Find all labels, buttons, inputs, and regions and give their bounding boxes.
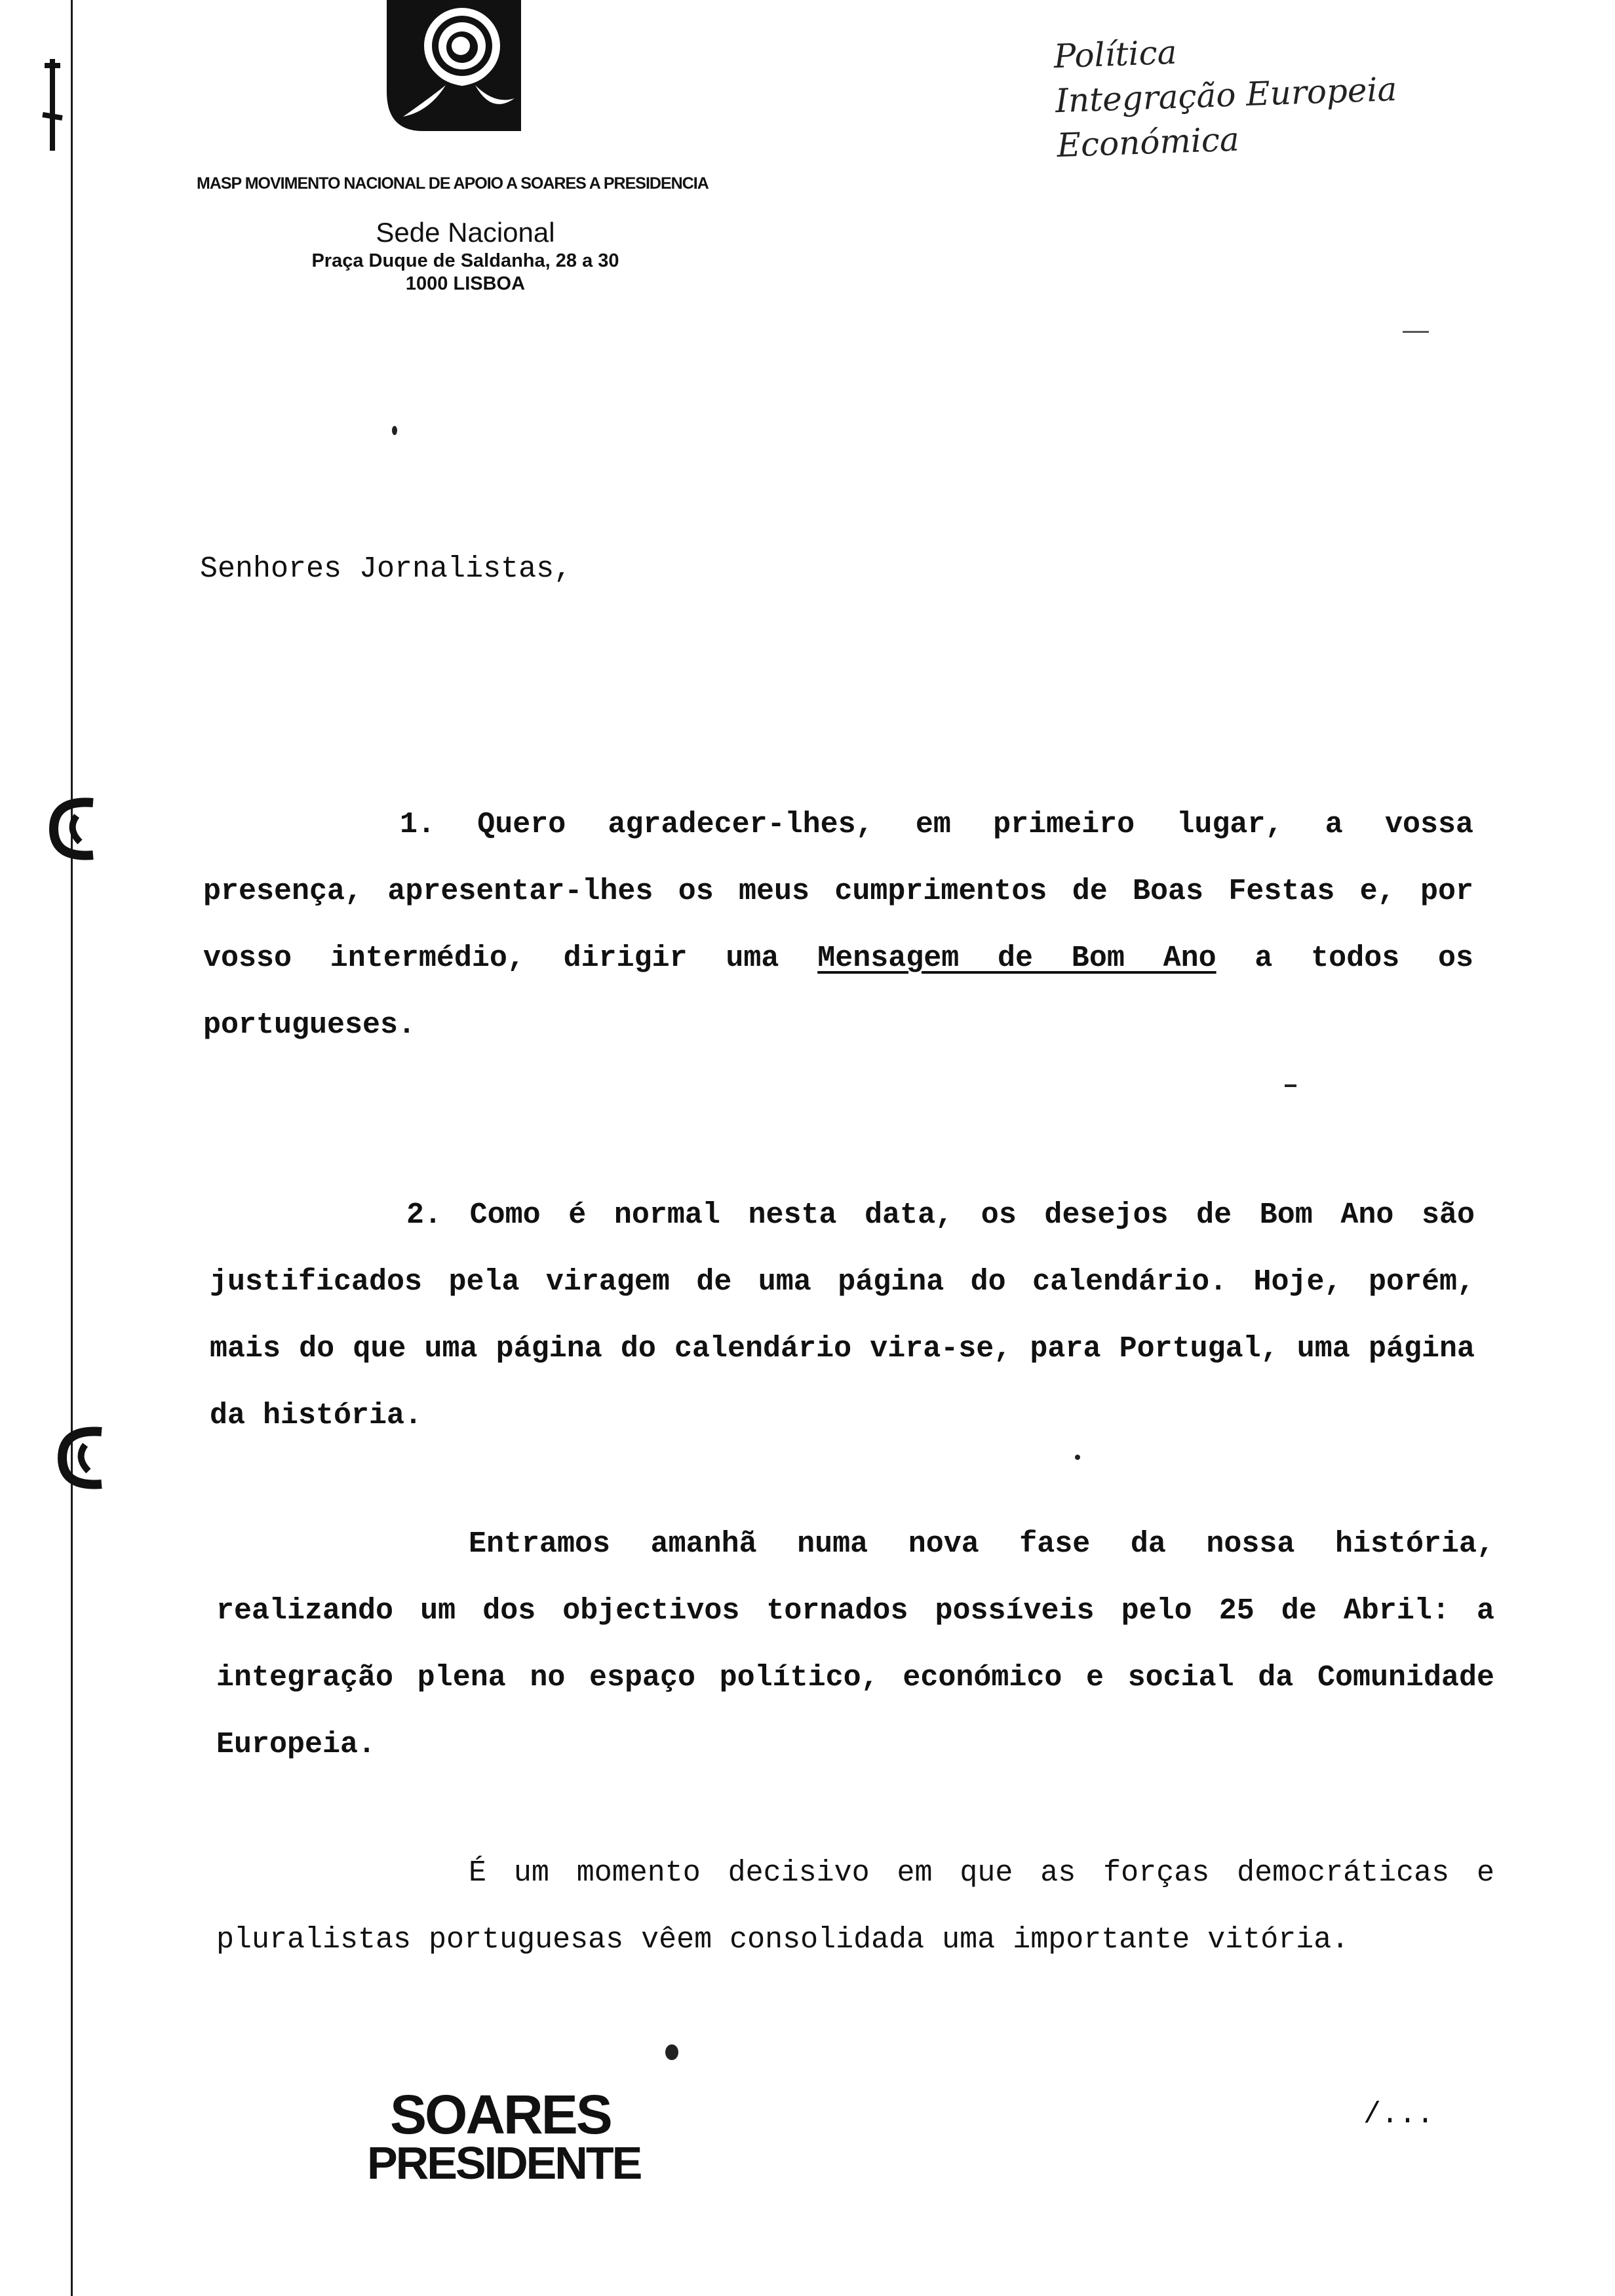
scan-speck bbox=[1285, 1084, 1296, 1087]
paragraph-4 bbox=[216, 1840, 1494, 1974]
message-title-underlined: Mensagem de Bom Ano bbox=[817, 942, 1216, 975]
logo-line-1: SOARES bbox=[390, 2084, 611, 2145]
sede-title: Sede Nacional bbox=[376, 217, 555, 248]
paragraph-3-text: Entramos amanhã numa nova fase da nossa história, realizando um dos objectivos tornados possíveis pelo 25 de Abril: a integração plena no espaço político, económico e social da Comunidade Europeia. bbox=[216, 1527, 1494, 1761]
soares-presidente-logo bbox=[367, 2084, 641, 2189]
logo-line-2: PRESIDENTE bbox=[367, 2137, 641, 2189]
binder-clip-mark-icon bbox=[49, 1422, 121, 1510]
organization-name: MASP MOVIMENTO NACIONAL DE APOIO A SOARES A PRESIDENCIA bbox=[197, 174, 709, 193]
paragraph-4-text: É um momento decisivo em que as forças democráticas e pluralistas portuguesas vêem consolidada uma importante vitória. bbox=[216, 1856, 1494, 1957]
scan-dash bbox=[1403, 331, 1429, 333]
scan-speck bbox=[1075, 1455, 1080, 1460]
handwritten-note-line: Política bbox=[1053, 33, 1178, 76]
binder-clip-mark-icon bbox=[41, 793, 113, 881]
continuation-mark: /... bbox=[1363, 2098, 1435, 2132]
handwritten-note-line: Integração Europeia bbox=[1055, 70, 1398, 121]
page-margin-line bbox=[71, 0, 73, 2296]
scan-speck bbox=[665, 2044, 678, 2060]
paragraph-1-end: a todos os portugueses. bbox=[203, 942, 1473, 1042]
rose-logo-icon bbox=[383, 0, 524, 134]
scan-artifact-icon bbox=[39, 52, 66, 164]
paragraph-2 bbox=[210, 1182, 1475, 1449]
paragraph-3 bbox=[216, 1511, 1494, 1778]
address-line-2: 1000 LISBOA bbox=[405, 273, 526, 294]
scan-speck bbox=[392, 426, 397, 435]
handwritten-note-line: Económica bbox=[1056, 120, 1240, 165]
letterhead-address bbox=[282, 216, 649, 295]
address-line-1: Praça Duque de Saldanha, 28 a 30 bbox=[311, 250, 619, 271]
handwritten-note bbox=[1053, 18, 1517, 168]
paragraph-2-text: 2. Como é normal nesta data, os desejos de Bom Ano são justificados pela viragem de uma página do calendário. Hoje, porém, mais do que uma página do calendário vira-se, para Portugal, uma página da história. bbox=[210, 1198, 1475, 1432]
salutation: Senhores Jornalistas, bbox=[200, 552, 572, 586]
paragraph-1 bbox=[203, 792, 1473, 1059]
paragraph-1-text: 1. Quero agradecer-lhes, em primeiro lugar, a vossa presença, apresentar-lhes os meus cumprimentos de Boas Festas e, por vosso intermédio, dirigir uma bbox=[203, 808, 1473, 975]
